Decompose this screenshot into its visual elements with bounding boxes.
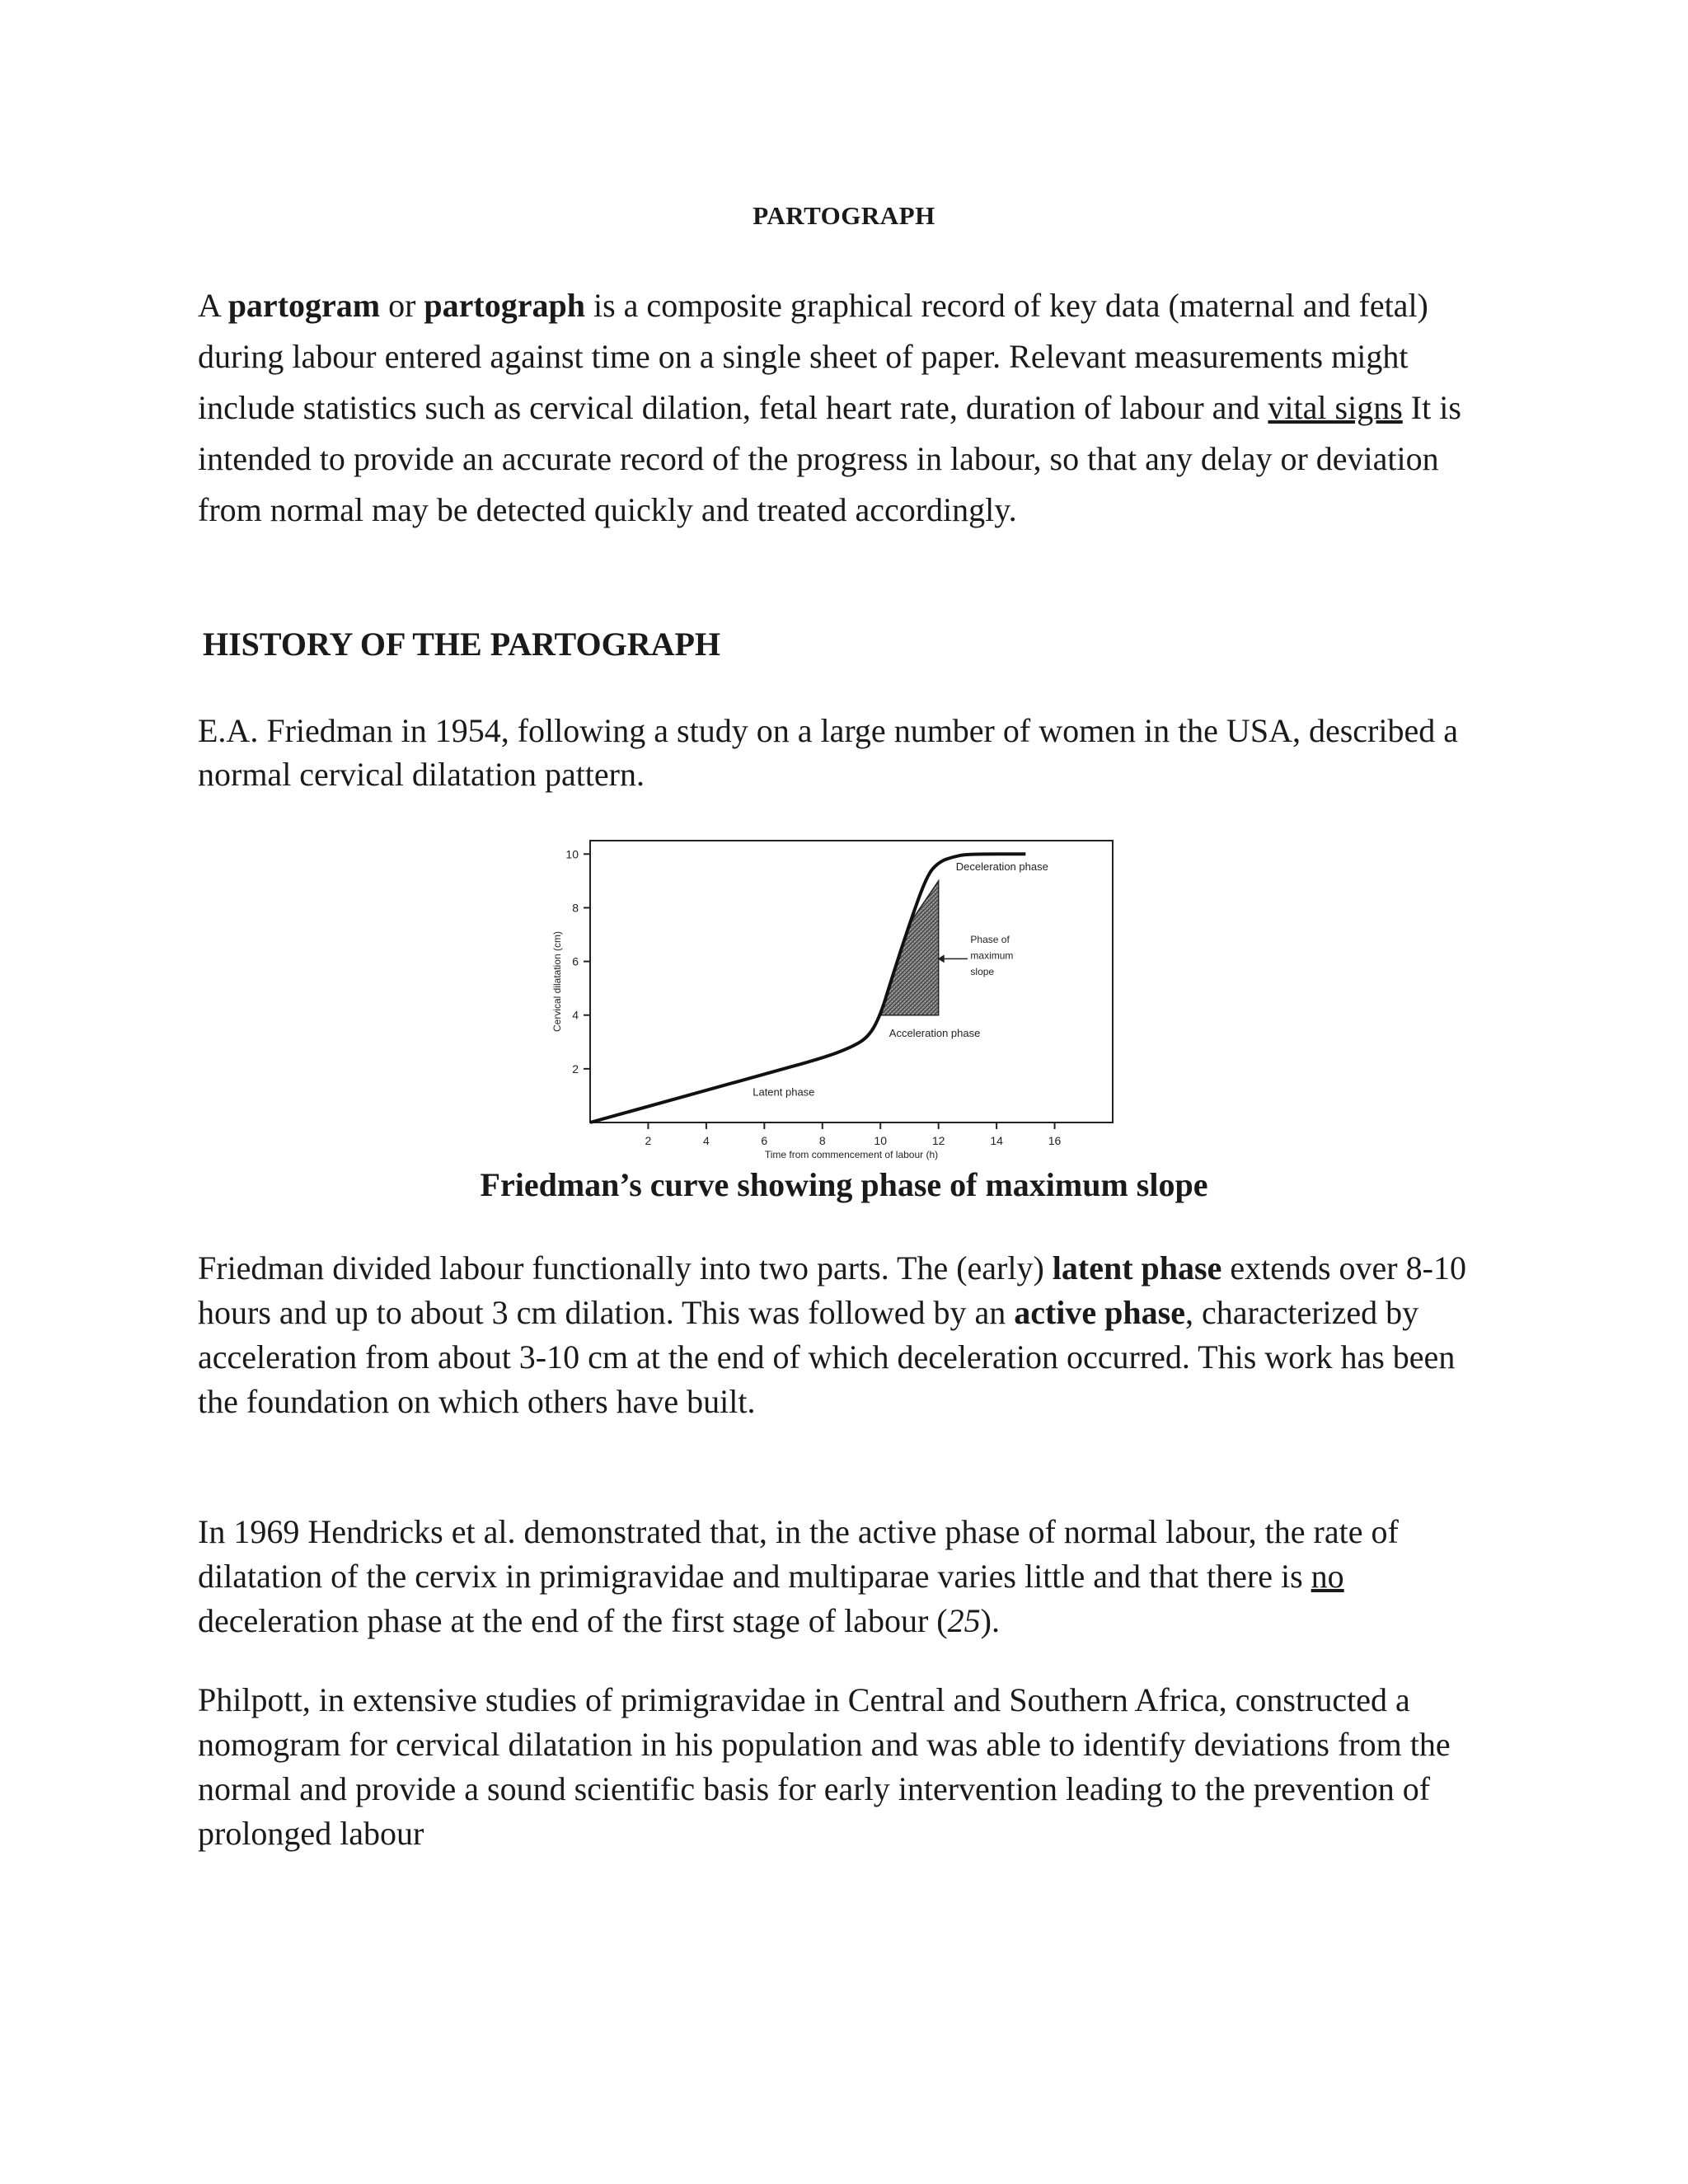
page-title: PARTOGRAPH [753,201,935,230]
x-tick-label-12: 12 [931,1134,945,1147]
x-tick-label-16: 16 [1048,1134,1062,1147]
friedman-intro-paragraph: E.A. Friedman in 1954, following a study on a large number of women in the USA, described a normal cervical dilatation pattern. [198,712,1458,793]
y-tick-label-4: 4 [572,1008,579,1022]
intro-text-4: It is intended to provide an accurate record of the progress in labour, so that any delay or deviation from normal may be detected quickly and treated accordingly. [198,389,1461,528]
annotation-deceleration-phase: Deceleration phase [955,860,1048,873]
annotation-max-slope-line-2: maximum [970,949,1014,962]
hendricks-text-2: deceleration phase at the end of the first stage of labour ( [198,1602,948,1639]
y-tick-label-10: 10 [565,847,579,861]
term-partogram: partogram [227,287,381,324]
y-tick-label-6: 6 [572,954,579,968]
x-tick-label-14: 14 [990,1134,1003,1147]
y-tick-label-2: 2 [572,1062,579,1076]
intro-text-2: or [380,287,424,324]
friedman-curve-chart [544,832,1137,1170]
annotation-latent-phase: Latent phase [753,1085,815,1099]
term-active-phase: active phase [1014,1294,1185,1331]
x-tick-label-4: 4 [702,1134,710,1147]
reference-number: 25 [947,1602,981,1639]
phases-text-1: Friedman divided labour functionally into two parts. The (early) [198,1249,1053,1286]
hendricks-text-1: In 1969 Hendricks et al. demonstrated that, in the active phase of normal labour, the rate of dilatation of the cervix in primigravidae and multiparae varies little and that there is [198,1513,1399,1595]
phases-text-2: extends over 8-10 hours and up to about 3 cm dilation. This was followed by an [198,1249,1466,1331]
hendricks-paragraph [198,1510,1500,1643]
max-slope-shaded-region [880,881,938,1015]
x-tick-label-10: 10 [874,1134,888,1147]
phases-text-3: , characterized by acceleration from about 3-10 cm at the end of which deceleration occurred. This work has been the foundation on which others have built. [198,1294,1456,1420]
annotation-acceleration-phase: Acceleration phase [889,1026,981,1039]
y-tick-label-8: 8 [572,901,579,915]
hendricks-text-3: ). [980,1602,1000,1639]
annotation-max-slope-line-3: slope [970,965,995,977]
emphasis-no: no [1311,1558,1344,1595]
phases-paragraph [198,1246,1500,1424]
vital-signs-link[interactable]: vital signs [1268,389,1403,426]
annotation-max-slope-line-1: Phase of [970,933,1010,945]
x-tick-label-2: 2 [645,1134,652,1147]
intro-text-1: A [198,287,228,324]
x-tick-label-8: 8 [818,1134,826,1147]
x-axis-label: Time from commencement of labour (h) [764,1149,939,1160]
history-heading: HISTORY OF THE PARTOGRAPH [203,626,721,663]
term-latent-phase: latent phase [1052,1249,1222,1286]
intro-paragraph [198,280,1500,536]
y-axis-label: Cervical dilatation (cm) [551,930,563,1033]
term-partograph: partograph [424,287,585,324]
plot-frame [590,841,1113,1122]
x-tick-label-6: 6 [761,1134,768,1147]
philpott-paragraph: Philpott, in extensive studies of primigravidae in Central and Southern Africa, constructed a nomogram for cervical dilatation in his population and was able to identify deviations from the normal and provide a sound scientific basis for early intervention leading to the prevention of prolonged labour [198,1681,1451,1852]
intro-text-3: is a composite graphical record of key data (maternal and fetal) during labour entered against time on a single sheet of paper. Relevant measurements might include statistics such as cervical dilation, fetal heart rate, duration of labour and [198,287,1428,426]
figure-caption: Friedman’s curve showing phase of maximum slope [480,1166,1208,1203]
friedman-curve-line [590,854,1025,1122]
